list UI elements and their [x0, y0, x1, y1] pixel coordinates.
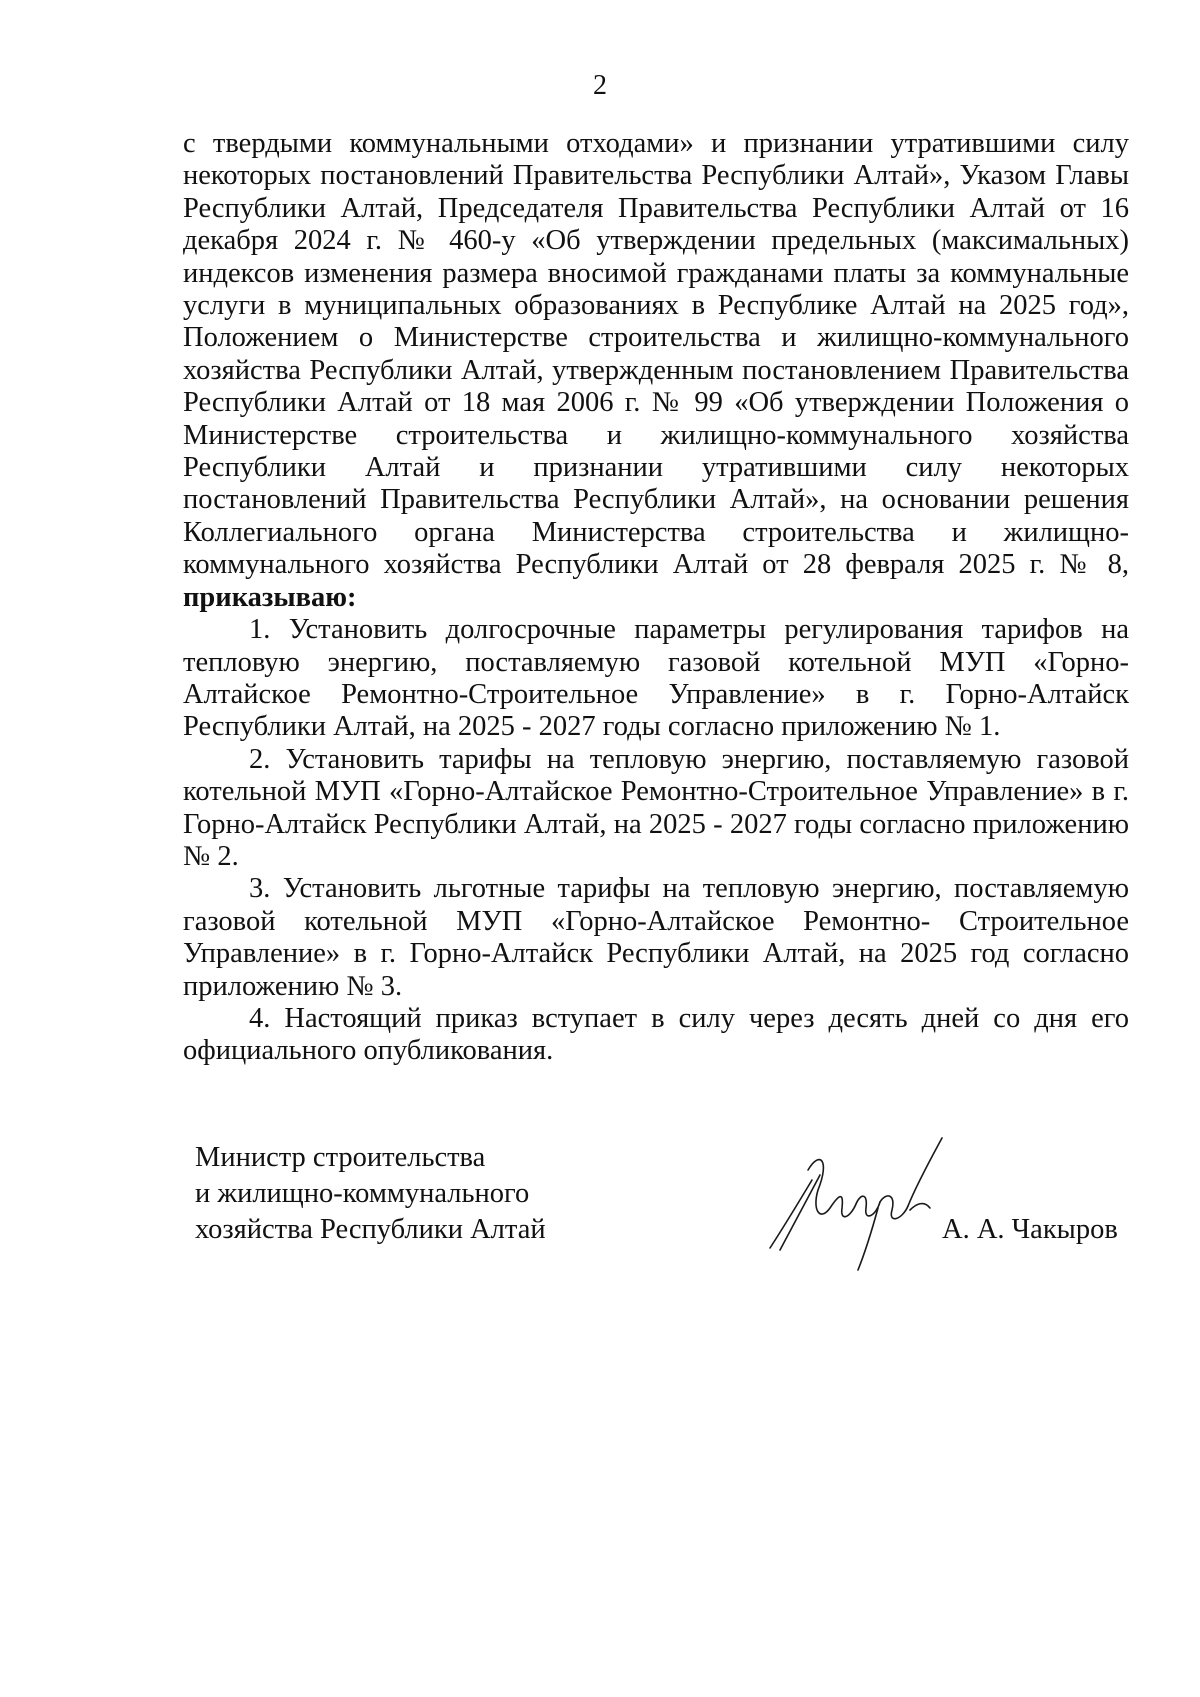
order-item-1: 1. Установить долгосрочные параметры регулирования тарифов на тепловую энергию, поставляемую газовой котельной МУП «Горно-Алтайское Ремонтно-Строительное Управление» в г. Горно-Алтайск Республики Алтай, на 2025 - 2027 годы согласно приложению № 1.	[183, 614, 1129, 743]
signer-name: А. А. Чакыров	[942, 1214, 1118, 1245]
handwritten-signature-icon	[760, 1130, 960, 1280]
order-item-3: 3. Установить льготные тарифы на тепловую энергию, поставляемую газовой котельной МУП «Горно-Алтайское Ремонтно- Строительное Управление» в г. Горно-Алтайск Республики Алтай, на 2025 год согласно приложению № 3.	[183, 873, 1129, 1002]
intro-paragraph	[183, 128, 1129, 614]
signer-position-line-3: хозяйства Республики Алтай	[195, 1214, 546, 1245]
document-body	[183, 128, 1129, 1068]
order-item-2: 2. Установить тарифы на тепловую энергию, поставляемую газовой котельной МУП «Горно-Алтайское Ремонтно-Строительное Управление» в г. Горно-Алтайск Республики Алтай, на 2025 - 2027 годы согласно приложению № 2.	[183, 743, 1129, 872]
signer-position-line-1: Министр строительства	[195, 1142, 486, 1173]
order-item-4: 4. Настоящий приказ вступает в силу через десять дней со дня его официального опубликования.	[183, 1002, 1129, 1067]
signature-block	[0, 1140, 1200, 1300]
intro-text: с твердыми коммунальными отходами» и признании утратившими силу некоторых постановлений Правительства Республики Алтай», Указом Главы Республики Алтай, Председателя Правительства Республики Алтай от 16 декабря 2024 г. № 460-у «Об утверждении предельных (максимальных) индексов изменения размера вносимой гражданами платы за коммунальные услуги в муниципальных образованиях в Республике Алтай на 2025 год», Положением о Министерстве строительства и жилищно-коммунального хозяйства Республики Алтай, утвержденным постановлением Правительства Республики Алтай от 18 мая 2006 г. № 99 «Об утверждении Положения о Министерстве строительства и жилищно-коммунального хозяйства Республики Алтай и признании утратившими силу некоторых постановлений Правительства Республики Алтай», на основании решения Коллегиального органа Министерства строительства и жилищно-коммунального хозяйства Республики Алтай от 28 февраля 2025 г. № 8,	[183, 128, 1129, 581]
signer-position-line-2: и жилищно-коммунального	[195, 1178, 530, 1209]
order-verb: приказываю:	[183, 581, 357, 613]
signer-position	[195, 1140, 546, 1248]
page-number: 2	[593, 70, 607, 101]
